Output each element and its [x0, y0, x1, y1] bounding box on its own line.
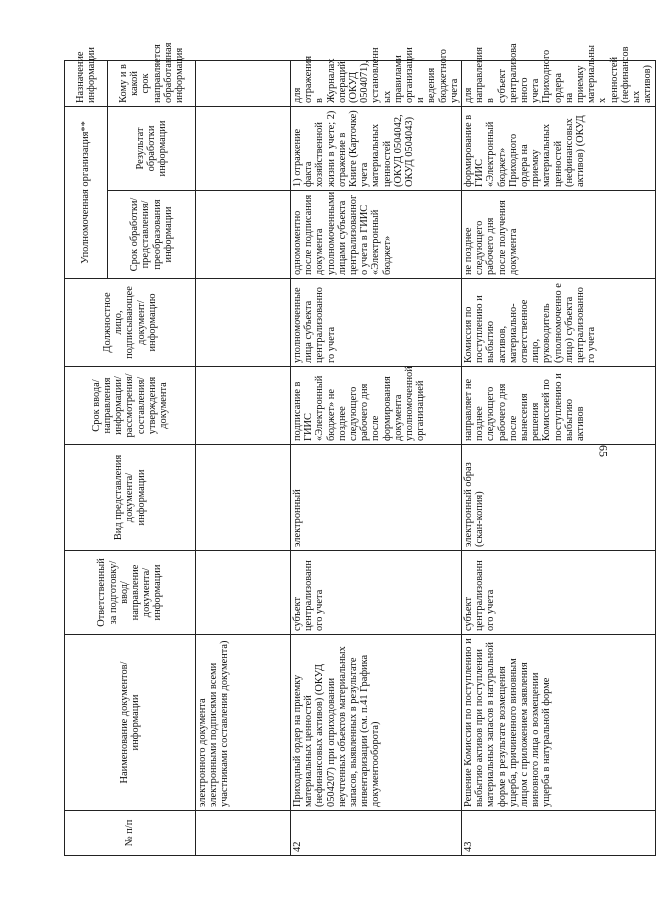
table-row — [291, 61, 462, 856]
cell-purpose-to: для отражения в Журналах операций (ОКУД 0504071), установленн ых правилами организации и ведения бюджетного учета — [291, 61, 462, 107]
cell-num: 42 — [291, 811, 462, 856]
cell-official: Комиссия по поступлению и выбытию активов, материально-ответственное лицо, руководитель (уполномоченно е лицо) субъекта централизованно го учета — [462, 279, 655, 367]
header-responsible: Ответственный за подготовку/ ввод/ направление документа/ информации — [65, 551, 196, 635]
document-table-sheet — [64, 42, 654, 856]
cell-official — [196, 279, 291, 367]
cell-name: электронного документа электронными подписями всеми участниками составления документа) — [196, 635, 291, 811]
cell-responsible — [196, 551, 291, 635]
cell-responsible: субъект централизованн ого учета — [291, 551, 462, 635]
page-number: 65 — [596, 445, 611, 457]
header-row-1 — [65, 61, 108, 856]
table-row — [196, 61, 291, 856]
document-flow-table — [64, 42, 656, 856]
cell-num: 43 — [462, 811, 655, 856]
header-type: Вид представления документа/ информации — [65, 445, 196, 551]
cell-official: уполномоченные лица субъекта централизованно го учета — [291, 279, 462, 367]
header-org-group: Уполномоченная организация** — [65, 107, 108, 279]
header-org-result: Результат обработки информации — [108, 107, 196, 191]
cell-name: Приходный ордер на приемку материальных ценностей (нефинансовых активов) (ОКУД 0504207) при оприходовании неучтенных объектов материальных запасов, выявленных в результате инвентаризации (см. п.41 Графика документооборота) — [291, 635, 462, 811]
cell-purpose-to — [196, 61, 291, 107]
cell-deadline: подписание в ГИИС «Электронный бюджет» не позднее следующего рабочего дня после формирования документа уполномоченной организацией — [291, 367, 462, 445]
cell-org-result — [196, 107, 291, 191]
cell-purpose-to: для направления в субъект централизова нного учета Приходного ордера на приемку материальны х ценностей (нефинансов ых активов) — [462, 61, 655, 107]
cell-type: электронный — [291, 445, 462, 551]
header-deadline: Срок ввода/ направления информации/ рассмотрения/ составления/ утверждения документа — [65, 367, 196, 445]
cell-name: Решение Комиссии по поступлению и выбытию активов при поступлении материальных запасов в натуральной форме в результате возмещения ущерба, причиненного виновным лицом с приложением заявления виновного лица о возмещении ущерба в натуральной форме — [462, 635, 655, 811]
cell-org-result: формирование в ГИИС «Электронный бюджет» Приходного ордера на приемку материальных ценностей (нефинансовых активов) (ОКУД — [462, 107, 655, 191]
header-purpose: Назначение информации — [65, 61, 108, 107]
cell-type: электронный образ (скан-копия) — [462, 445, 655, 551]
cell-org-deadline: одномоментно после подписания документа уполномоченными лицами субъекта централизованног о учета в ГИИС «Электронный бюджет» — [291, 191, 462, 279]
cell-org-result: 1) отражение факта хозяйственной жизни в учете; 2) отражение в Книге (Карточке) учета материальных ценностей (ОКУД 0504042, ОКУД 0504043) — [291, 107, 462, 191]
cell-deadline: направляет не позднее следующего рабочего дня после вынесения решения Комиссией по поступлению и выбытию активов — [462, 367, 655, 445]
cell-responsible: субъект централизованн ого учета — [462, 551, 655, 635]
cell-deadline — [196, 367, 291, 445]
cell-num — [196, 811, 291, 856]
cell-org-deadline: не позднее следующего рабочего дня после получения документа — [462, 191, 655, 279]
cell-type — [196, 445, 291, 551]
table-row — [462, 61, 655, 856]
header-num: № п/п — [65, 811, 196, 856]
header-org-deadline: Срок обработки/ представления/ преобразования информации — [108, 191, 196, 279]
header-purpose-to: Кому и в какой срок направляется обработанная информация — [108, 61, 196, 107]
cell-org-deadline — [196, 191, 291, 279]
header-name: Наименование документов/информации — [65, 635, 196, 811]
header-official: Должностное лицо, подписывающее документ/ информацию — [65, 279, 196, 367]
